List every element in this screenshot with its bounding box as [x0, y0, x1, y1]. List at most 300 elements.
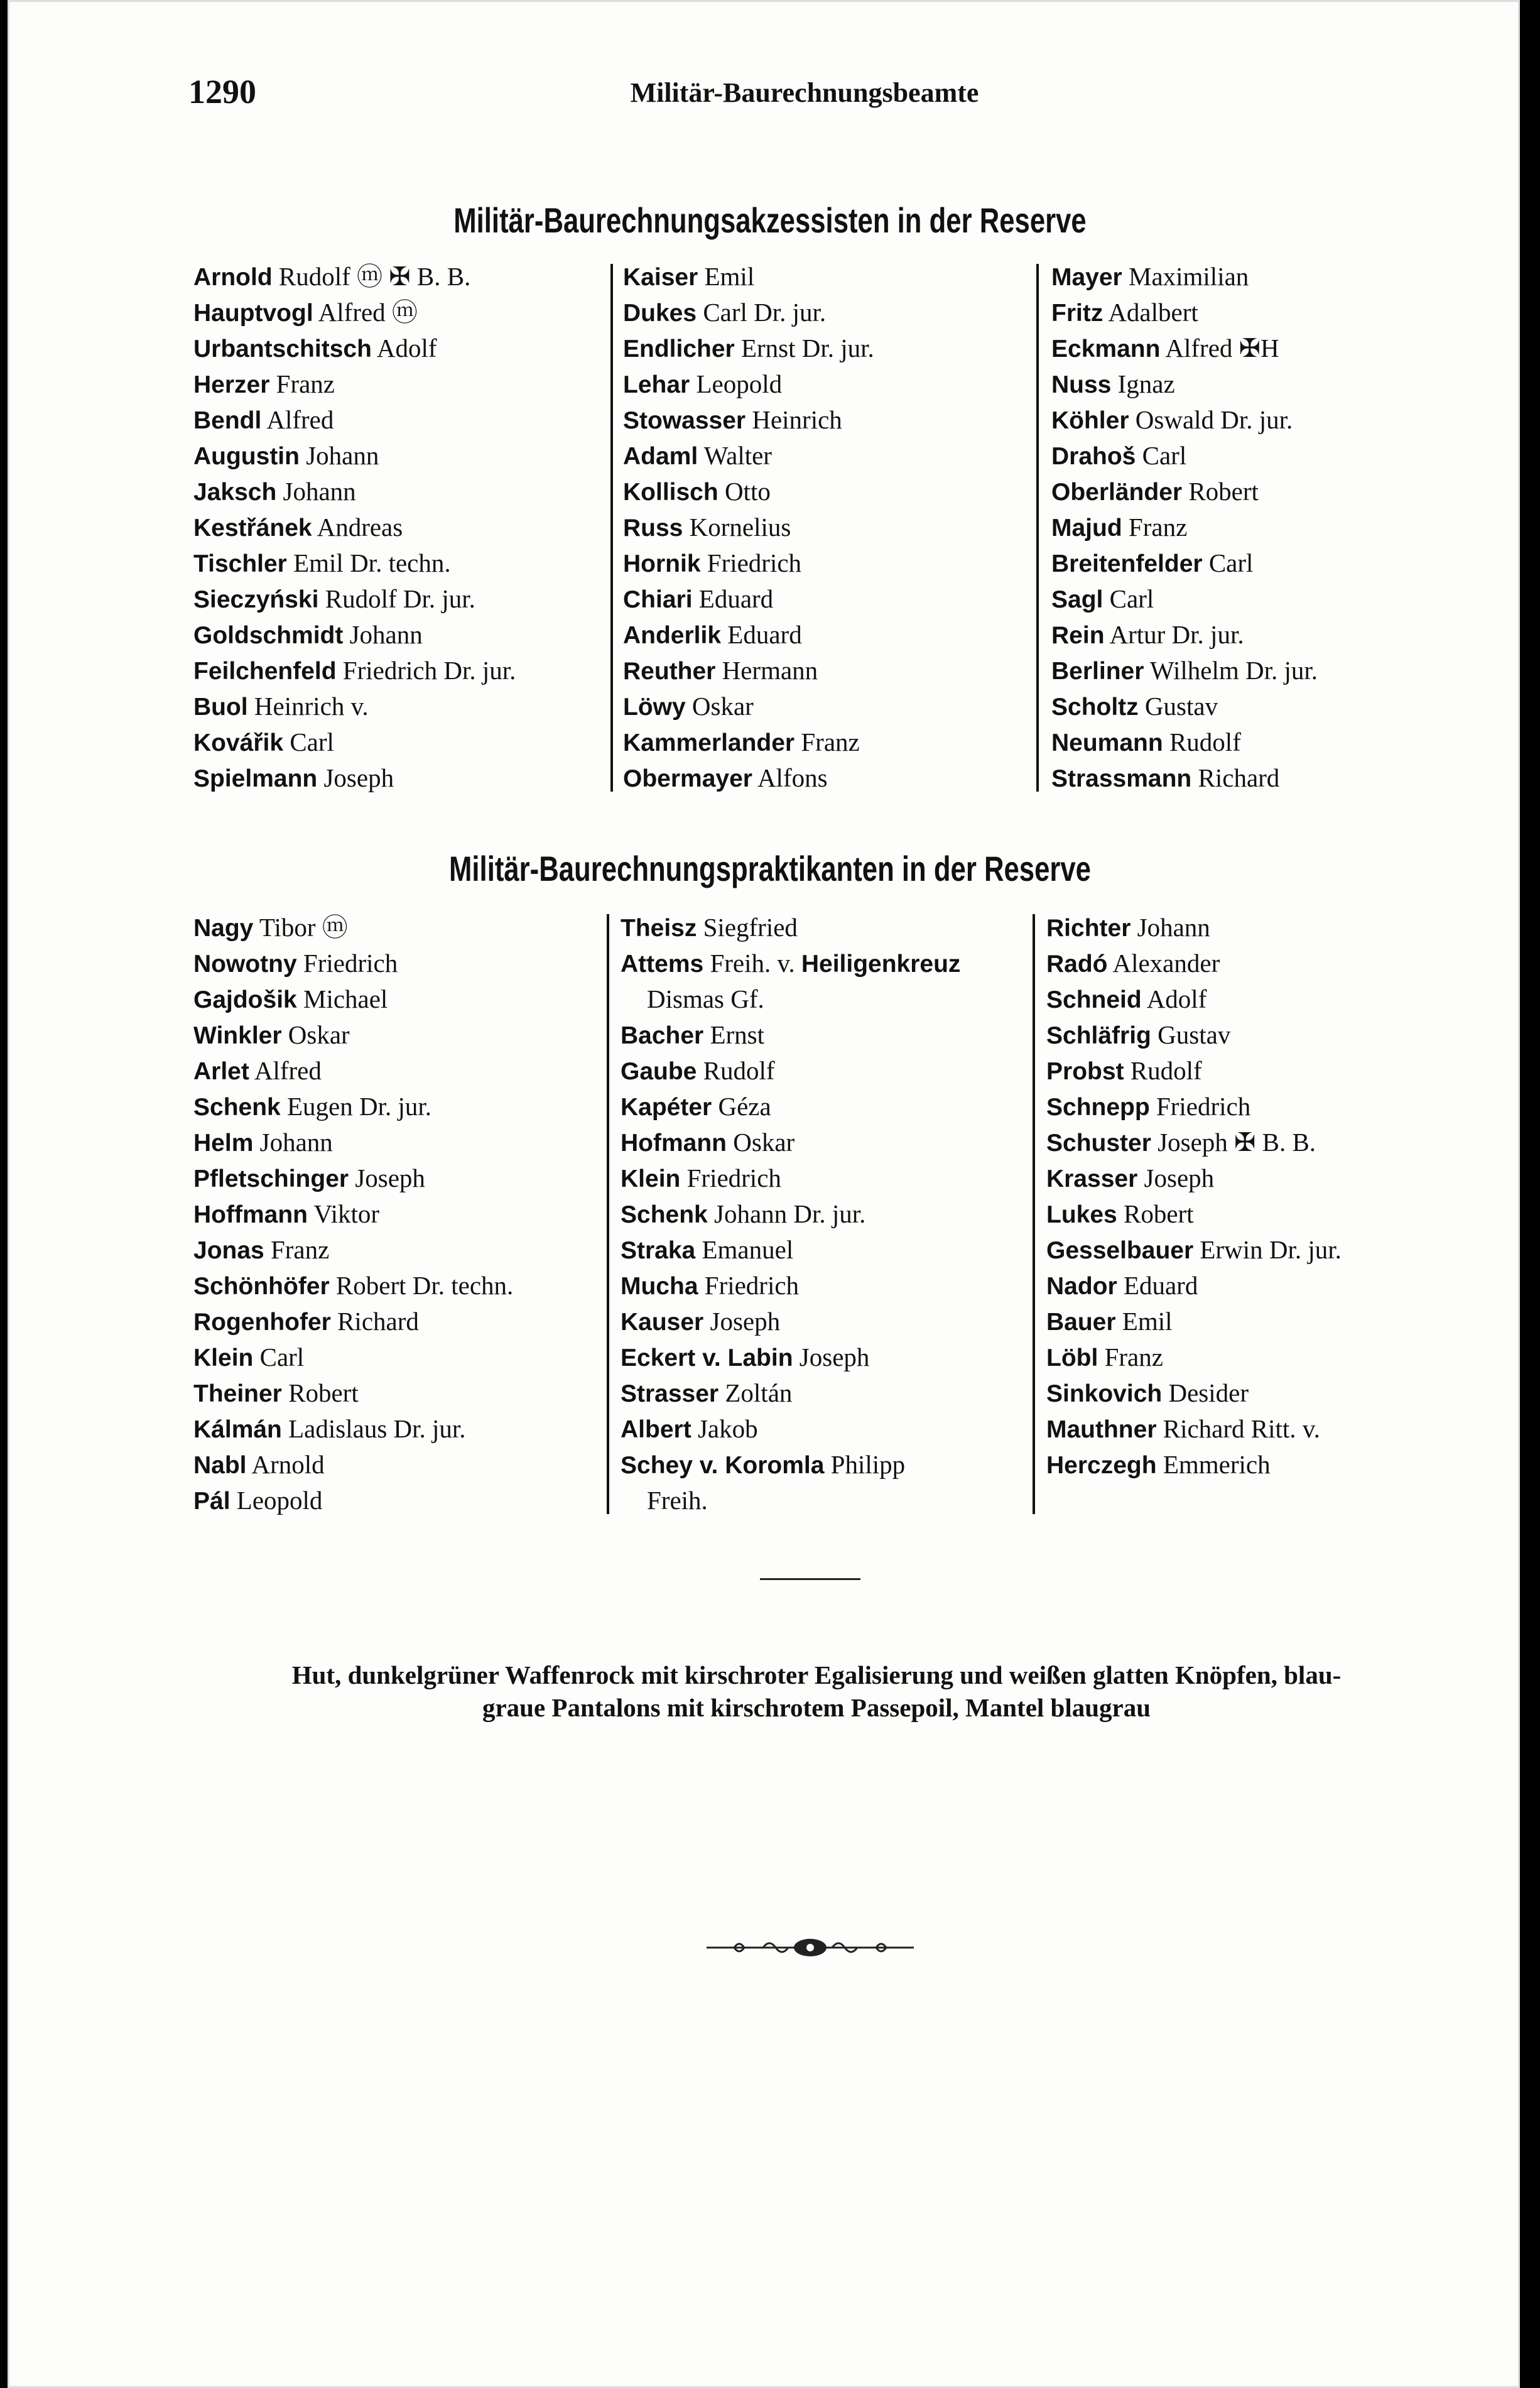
given-name: Desider	[1162, 1378, 1249, 1407]
surname: Chiari	[623, 586, 693, 613]
given-name: Philipp	[824, 1450, 906, 1479]
given-name: Siegfried	[697, 913, 798, 942]
name-entry	[193, 510, 516, 545]
name-entry	[1051, 581, 1318, 617]
name-entry	[623, 474, 874, 510]
name-entry	[621, 1411, 960, 1447]
surname: Lehar	[623, 371, 690, 398]
name-entry	[193, 438, 516, 474]
surname: Hauptvogl	[193, 300, 313, 327]
given-name: Richard	[330, 1307, 419, 1336]
given-name: Eugen Dr. jur.	[280, 1092, 432, 1121]
surname: Tischler	[193, 550, 287, 577]
given-name: Hermann	[715, 656, 818, 685]
given-name: Joseph	[703, 1307, 781, 1336]
surname: Goldschmidt	[193, 622, 344, 649]
surname: Kollisch	[623, 479, 718, 506]
given-name: Franz	[1122, 513, 1188, 542]
name-entry	[1051, 545, 1318, 581]
column-divider	[1036, 264, 1039, 792]
given-name: Franz	[264, 1235, 330, 1264]
surname: Theisz	[621, 915, 697, 942]
surname: Nowotny	[193, 951, 297, 978]
surname: Krasser	[1046, 1165, 1138, 1192]
name-entry	[193, 946, 513, 981]
given-name: Joseph ✠ B. B.	[1151, 1128, 1316, 1157]
surname: Mauthner	[1046, 1416, 1157, 1443]
surname: Majud	[1051, 515, 1122, 542]
given-name: Alfred	[249, 1056, 322, 1085]
surname: Arnold	[193, 264, 273, 291]
surname: Kaiser	[623, 264, 698, 291]
surname: Strassmann	[1051, 765, 1192, 792]
surname: Spielmann	[193, 765, 318, 792]
surname: Lukes	[1046, 1201, 1117, 1228]
surname: Bacher	[621, 1022, 704, 1049]
given-name: Carl	[1136, 441, 1187, 470]
given-name: Ignaz	[1111, 369, 1175, 398]
name-entry	[1046, 910, 1342, 946]
surname: Albert	[621, 1416, 691, 1443]
given-name: Robert	[1117, 1199, 1194, 1228]
surname: Berliner	[1051, 658, 1144, 685]
name-entry	[1046, 1304, 1342, 1339]
given-name: Joseph	[317, 763, 394, 792]
surname: Winkler	[193, 1022, 282, 1049]
name-entry	[621, 1053, 960, 1089]
section-title-praktikanten: Militär-Baurechnungspraktikanten in der Reserve	[449, 849, 1091, 888]
name-entry	[193, 724, 516, 760]
given-name: Artur Dr. jur.	[1104, 620, 1244, 649]
name-entry	[193, 1196, 513, 1232]
given-name: Carl	[283, 728, 334, 756]
name-entry	[623, 295, 874, 330]
given-name: Michael	[296, 984, 388, 1013]
surname: Attems	[621, 951, 704, 978]
uniform-line-2: graue Pantalons mit kirschrotem Passepoil, Mantel blaugrau	[482, 1693, 1151, 1722]
given-name: Rudolf ⓜ ✠ B. B.	[272, 262, 471, 291]
surname: Oberländer	[1051, 479, 1183, 506]
surname: Köhler	[1051, 407, 1129, 434]
name-entry	[1051, 689, 1318, 724]
running-head: Militär-Baurechnungsbeamte	[630, 77, 979, 108]
name-entry	[623, 545, 874, 581]
surname: Nador	[1046, 1273, 1117, 1300]
name-entry	[623, 617, 874, 653]
surname: Schey v. Koromla	[621, 1452, 825, 1479]
name-entry	[1051, 724, 1318, 760]
given-name: Johann Dr. jur.	[707, 1199, 866, 1228]
name-entry	[1046, 981, 1342, 1017]
name-entry	[621, 1268, 960, 1304]
name-entry	[1051, 295, 1318, 330]
name-entry	[621, 1447, 960, 1483]
name-entry	[1051, 510, 1318, 545]
surname: Klein	[193, 1344, 254, 1371]
name-entry	[1051, 259, 1318, 295]
given-name: Gustav	[1151, 1020, 1231, 1049]
given-name: Heinrich v.	[247, 692, 369, 721]
surname: Kestřánek	[193, 515, 312, 542]
surname: Anderlik	[623, 622, 722, 649]
name-entry	[193, 1160, 513, 1196]
surname: Herczegh	[1046, 1452, 1157, 1479]
name-entry	[1046, 1053, 1342, 1089]
surname: Strasser	[621, 1380, 719, 1407]
surname-part: Heiligenkreuz	[801, 951, 961, 978]
surname: Richter	[1046, 915, 1131, 942]
given-name: Wilhelm Dr. jur.	[1144, 656, 1318, 685]
surname: Schuster	[1046, 1130, 1151, 1157]
given-name: Oskar	[727, 1128, 795, 1157]
surname: Stowasser	[623, 407, 746, 434]
surname: Kapéter	[621, 1094, 712, 1121]
surname: Rogenhofer	[193, 1309, 331, 1336]
given-name: Richard Ritt. v.	[1156, 1414, 1320, 1443]
surname: Kálmán	[193, 1416, 282, 1443]
given-name: Franz	[269, 369, 335, 398]
section2-column-1	[193, 910, 513, 1518]
surname: Schenk	[193, 1094, 281, 1121]
surname: Schönhöfer	[193, 1273, 330, 1300]
given-name: Robert	[1182, 477, 1259, 506]
page-number: 1290	[188, 73, 256, 111]
column-divider	[610, 264, 613, 792]
name-entry	[621, 1017, 960, 1053]
surname: Mucha	[621, 1273, 698, 1300]
given-name: Friedrich	[700, 548, 802, 577]
surname: Sagl	[1051, 586, 1103, 613]
given-name: Andreas	[312, 513, 403, 542]
given-name: Erwin Dr. jur.	[1193, 1235, 1342, 1264]
name-entry	[193, 581, 516, 617]
given-name: Friedrich	[296, 949, 398, 978]
surname: Löbl	[1046, 1344, 1098, 1371]
given-name: Emil	[698, 262, 755, 291]
given-name: Friedrich	[1149, 1092, 1251, 1121]
given-name: Maximilian	[1122, 262, 1249, 291]
given-name: Jakob	[691, 1414, 758, 1443]
given-name: Richard	[1191, 763, 1280, 792]
surname: Scholtz	[1051, 694, 1139, 721]
given-name: Franz	[794, 728, 860, 756]
separator-rule	[760, 1578, 860, 1580]
surname: Probst	[1046, 1058, 1124, 1085]
surname: Hofmann	[621, 1130, 727, 1157]
given-name: Leopold	[230, 1486, 323, 1515]
given-name: Leopold	[690, 369, 783, 398]
name-entry	[623, 653, 874, 689]
given-name: Johann	[276, 477, 356, 506]
given-name: Joseph	[793, 1343, 870, 1371]
name-entry	[623, 689, 874, 724]
given-name: Géza	[712, 1092, 771, 1121]
name-entry	[1046, 1232, 1342, 1268]
given-name: Kornelius	[683, 513, 791, 542]
name-entry	[193, 1232, 513, 1268]
name-entry	[1046, 1375, 1342, 1411]
given-name: Zoltán	[718, 1378, 793, 1407]
given-name: Emil	[1115, 1307, 1173, 1336]
name-entry	[193, 1089, 513, 1125]
name-entry	[1051, 653, 1318, 689]
given-name: Carl	[253, 1343, 305, 1371]
name-entry	[193, 760, 516, 796]
given-name: Emil Dr. techn.	[286, 548, 451, 577]
name-entry	[1051, 760, 1318, 796]
name-entry	[621, 1160, 960, 1196]
surname: Pál	[193, 1488, 230, 1515]
name-entry	[193, 366, 516, 402]
given-name: Ernst Dr. jur.	[734, 334, 874, 363]
name-entry	[1046, 1089, 1342, 1125]
surname: Hoffmann	[193, 1201, 308, 1228]
surname: Nabl	[193, 1452, 247, 1479]
given-name: Friedrich	[680, 1164, 781, 1192]
name-entry	[623, 510, 874, 545]
name-entry	[193, 474, 516, 510]
name-entry	[193, 1375, 513, 1411]
name-entry	[193, 1447, 513, 1483]
given-name: Tibor ⓜ	[253, 913, 348, 942]
name-entry	[1046, 1160, 1342, 1196]
name-entry	[1046, 1125, 1342, 1160]
name-entry	[621, 1339, 960, 1375]
name-entry	[193, 910, 513, 946]
surname: Rein	[1051, 622, 1105, 649]
given-name: Alfons	[752, 763, 828, 792]
given-name: Ladislaus Dr. jur.	[281, 1414, 466, 1443]
surname: Dukes	[623, 300, 697, 327]
name-entry	[1046, 1411, 1342, 1447]
given-name: Eduard	[721, 620, 802, 649]
surname: Mayer	[1051, 264, 1122, 291]
name-entry	[193, 689, 516, 724]
given-name: Alexander	[1107, 949, 1220, 978]
name-entry	[193, 1483, 513, 1518]
surname: Obermayer	[623, 765, 752, 792]
surname: Arlet	[193, 1058, 249, 1085]
surname: Sieczyński	[193, 586, 319, 613]
name-entry	[193, 981, 513, 1017]
surname: Feilchenfeld	[193, 658, 337, 685]
name-entry	[621, 1375, 960, 1411]
surname: Kauser	[621, 1309, 704, 1336]
column-divider	[1033, 914, 1035, 1514]
surname: Löwy	[623, 694, 686, 721]
name-entry	[623, 366, 874, 402]
given-name: Robert	[281, 1378, 359, 1407]
given-name: Oskar	[685, 692, 754, 721]
given-name: Emmerich	[1156, 1450, 1271, 1479]
given-name: Friedrich Dr. jur.	[336, 656, 516, 685]
given-name: Carl	[1103, 584, 1154, 613]
name-entry-continuation	[621, 1483, 960, 1518]
name-entry	[193, 653, 516, 689]
name-entry	[1051, 474, 1318, 510]
name-entry	[621, 1232, 960, 1268]
given-name: Joseph	[1137, 1164, 1215, 1192]
surname: Drahoš	[1051, 443, 1136, 470]
surname: Jaksch	[193, 479, 277, 506]
name-entry	[621, 1196, 960, 1232]
given-name: Franz	[1098, 1343, 1163, 1371]
surname: Fritz	[1051, 300, 1103, 327]
given-name: Freih. v.	[703, 949, 801, 978]
uniform-description	[176, 1659, 1457, 1724]
surname: Endlicher	[623, 335, 735, 363]
name-entry	[193, 1017, 513, 1053]
name-entry	[193, 1053, 513, 1089]
name-entry	[193, 1304, 513, 1339]
surname: Breitenfelder	[1051, 550, 1203, 577]
given-name: Friedrich	[698, 1271, 800, 1300]
surname: Gaube	[621, 1058, 697, 1085]
given-name: Eduard	[692, 584, 774, 613]
surname: Schneid	[1046, 986, 1142, 1013]
name-entry	[1051, 402, 1318, 438]
name-entry	[1051, 366, 1318, 402]
end-ornament-icon	[707, 1929, 914, 1966]
uniform-line-1: Hut, dunkelgrüner Waffenrock mit kirschroter Egalisierung und weißen glatten Knöpfen, blau-	[291, 1660, 1342, 1689]
given-name: Walter	[698, 441, 772, 470]
section2-column-2	[621, 910, 960, 1518]
given-name: Carl	[1202, 548, 1254, 577]
surname: Jonas	[193, 1237, 264, 1264]
name-entry	[623, 402, 874, 438]
section1-column-2	[623, 259, 874, 796]
name-entry	[193, 402, 516, 438]
surname: Gesselbauer	[1046, 1237, 1194, 1264]
name-entry	[623, 438, 874, 474]
given-name: Rudolf Dr. jur.	[318, 584, 475, 613]
name-entry	[1051, 617, 1318, 653]
surname: Radó	[1046, 951, 1108, 978]
given-name: Joseph	[349, 1164, 425, 1192]
given-name: Robert Dr. techn.	[329, 1271, 514, 1300]
given-name: Ernst	[703, 1020, 765, 1049]
surname: Russ	[623, 515, 683, 542]
name-entry	[621, 946, 960, 981]
name-entry	[1046, 1447, 1342, 1483]
surname: Straka	[621, 1237, 696, 1264]
given-name: Rudolf	[697, 1056, 775, 1085]
given-name: Johann	[343, 620, 423, 649]
name-entry	[193, 545, 516, 581]
surname: Schnepp	[1046, 1094, 1150, 1121]
given-name: Alfred ✠H	[1160, 334, 1279, 363]
name-entry	[623, 760, 874, 796]
surname: Eckmann	[1051, 335, 1161, 363]
surname: Hornik	[623, 550, 701, 577]
section1-column-1	[193, 259, 516, 796]
section1-column-3	[1051, 259, 1318, 796]
name-entry	[623, 581, 874, 617]
surname: Nuss	[1051, 371, 1112, 398]
given-name: Freih.	[647, 1486, 708, 1515]
surname: Buol	[193, 694, 248, 721]
surname: Herzer	[193, 371, 270, 398]
given-name: Gustav	[1138, 692, 1218, 721]
surname: Nagy	[193, 915, 254, 942]
section-title-akzessisten: Militär-Baurechnungsakzessisten in der Reserve	[453, 200, 1087, 240]
given-name: Carl Dr. jur.	[697, 298, 827, 327]
surname: Gajdošik	[193, 986, 297, 1013]
name-entry	[1051, 330, 1318, 366]
name-entry	[623, 724, 874, 760]
name-entry	[621, 1125, 960, 1160]
name-entry	[1046, 1017, 1342, 1053]
given-name: Adalbert	[1103, 298, 1198, 327]
name-entry	[193, 617, 516, 653]
given-name: Adolf	[1141, 984, 1207, 1013]
surname: Bendl	[193, 407, 262, 434]
name-entry	[193, 330, 516, 366]
name-entry	[193, 295, 516, 330]
column-divider	[607, 914, 609, 1514]
name-entry-continuation	[621, 981, 960, 1017]
surname: Schenk	[621, 1201, 708, 1228]
name-entry	[1051, 438, 1318, 474]
given-name: Eduard	[1117, 1271, 1198, 1300]
given-name: Johann	[299, 441, 379, 470]
surname: Kammerlander	[623, 729, 795, 756]
name-entry	[621, 910, 960, 946]
surname: Augustin	[193, 443, 300, 470]
surname: Neumann	[1051, 729, 1163, 756]
surname: Theiner	[193, 1380, 282, 1407]
surname: Pfletschinger	[193, 1165, 349, 1192]
surname: Helm	[193, 1130, 254, 1157]
given-name: Rudolf	[1124, 1056, 1202, 1085]
surname: Klein	[621, 1165, 681, 1192]
name-entry	[193, 1125, 513, 1160]
name-entry	[193, 259, 516, 295]
name-entry	[623, 330, 874, 366]
given-name: Adolf	[371, 334, 437, 363]
given-name: Emanuel	[695, 1235, 794, 1264]
given-name: Heinrich	[746, 405, 842, 434]
surname: Reuther	[623, 658, 716, 685]
surname: Eckert v. Labin	[621, 1344, 793, 1371]
given-name: Arnold	[246, 1450, 325, 1479]
given-name: Oswald Dr. jur.	[1129, 405, 1293, 434]
given-name: Oskar	[281, 1020, 350, 1049]
given-name: Johann	[1131, 913, 1210, 942]
name-entry	[1046, 1268, 1342, 1304]
name-entry	[193, 1411, 513, 1447]
given-name: Johann	[253, 1128, 333, 1157]
surname: Sinkovich	[1046, 1380, 1163, 1407]
given-name: Rudolf	[1163, 728, 1241, 756]
section2-column-3	[1046, 910, 1342, 1483]
name-entry	[1046, 1339, 1342, 1375]
name-entry	[621, 1304, 960, 1339]
name-entry	[621, 1089, 960, 1125]
surname: Kovářik	[193, 729, 284, 756]
surname: Bauer	[1046, 1309, 1116, 1336]
name-entry	[1046, 1196, 1342, 1232]
surname: Adaml	[623, 443, 698, 470]
name-entry	[623, 259, 874, 295]
name-entry	[193, 1339, 513, 1375]
name-entry	[193, 1268, 513, 1304]
given-name: Dismas Gf.	[647, 984, 764, 1013]
given-name: Otto	[718, 477, 771, 506]
surname: Urbantschitsch	[193, 335, 372, 363]
given-name: Alfred ⓜ	[313, 298, 418, 327]
surname: Schläfrig	[1046, 1022, 1151, 1049]
